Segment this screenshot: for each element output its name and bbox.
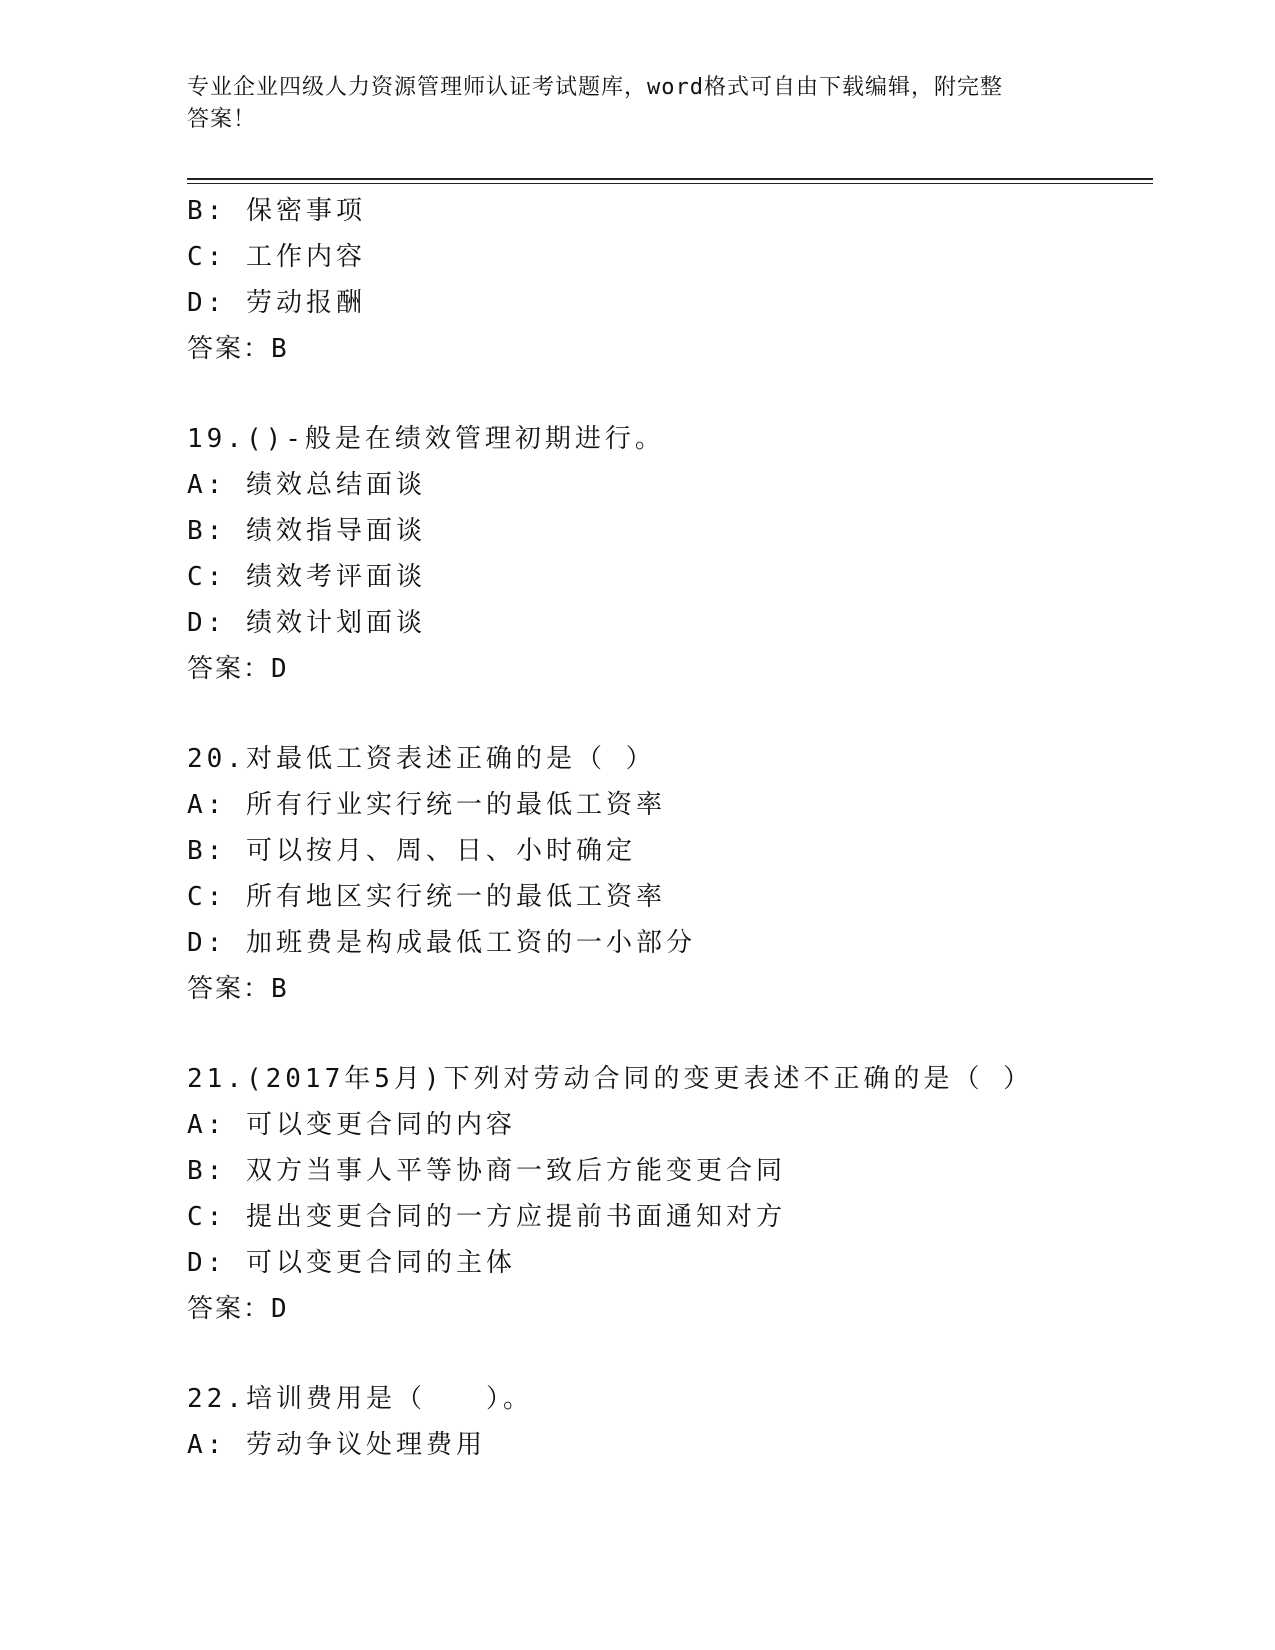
- question-22: [187, 1376, 1153, 1468]
- document-header: [187, 72, 1067, 136]
- option-b: B: 保密事项: [187, 196, 366, 226]
- option-c: C: 工作内容: [187, 242, 366, 272]
- header-line-2: 答案！: [187, 107, 257, 132]
- option-c: C: 绩效考评面谈: [187, 562, 426, 592]
- answer-line: 答案：B: [187, 974, 289, 1004]
- question-20: [187, 736, 1153, 1012]
- question-list: [187, 188, 1153, 1468]
- spacer: [187, 1332, 1153, 1376]
- option-b: B: 可以按月、周、日、小时确定: [187, 836, 636, 866]
- option-c: C: 提出变更合同的一方应提前书面通知对方: [187, 1202, 786, 1232]
- answer-line: 答案：D: [187, 1294, 289, 1324]
- option-d: D: 绩效计划面谈: [187, 608, 426, 638]
- question-stem: 19.()-般是在绩效管理初期进行。: [187, 424, 665, 454]
- question-stem: 21.(2017年5月)下列对劳动合同的变更表述不正确的是（ ）: [187, 1064, 1034, 1094]
- option-d: D: 劳动报酬: [187, 288, 366, 318]
- question-21: [187, 1056, 1153, 1332]
- answer-line: 答案：B: [187, 334, 289, 364]
- option-b: B: 绩效指导面谈: [187, 516, 426, 546]
- header-line-1: 专业企业四级人力资源管理师认证考试题库，word格式可自由下载编辑，附完整: [187, 75, 1003, 100]
- option-a: A: 劳动争议处理费用: [187, 1430, 486, 1460]
- option-a: A: 所有行业实行统一的最低工资率: [187, 790, 666, 820]
- question-stem: 22.培训费用是（ ）。: [187, 1384, 533, 1414]
- option-a: A: 可以变更合同的内容: [187, 1110, 516, 1140]
- answer-line: 答案：D: [187, 654, 289, 684]
- option-d: D: 加班费是构成最低工资的一小部分: [187, 928, 696, 958]
- spacer: [187, 1012, 1153, 1056]
- option-b: B: 双方当事人平等协商一致后方能变更合同: [187, 1156, 786, 1186]
- spacer: [187, 692, 1153, 736]
- question-stem: 20.对最低工资表述正确的是（ ）: [187, 744, 656, 774]
- option-d: D: 可以变更合同的主体: [187, 1248, 516, 1278]
- question-19: [187, 416, 1153, 692]
- spacer: [187, 372, 1153, 416]
- question-18-continued: [187, 188, 1153, 372]
- header-rule-thin: [187, 183, 1153, 184]
- option-c: C: 所有地区实行统一的最低工资率: [187, 882, 666, 912]
- header-rule-thick: [187, 178, 1153, 180]
- option-a: A: 绩效总结面谈: [187, 470, 426, 500]
